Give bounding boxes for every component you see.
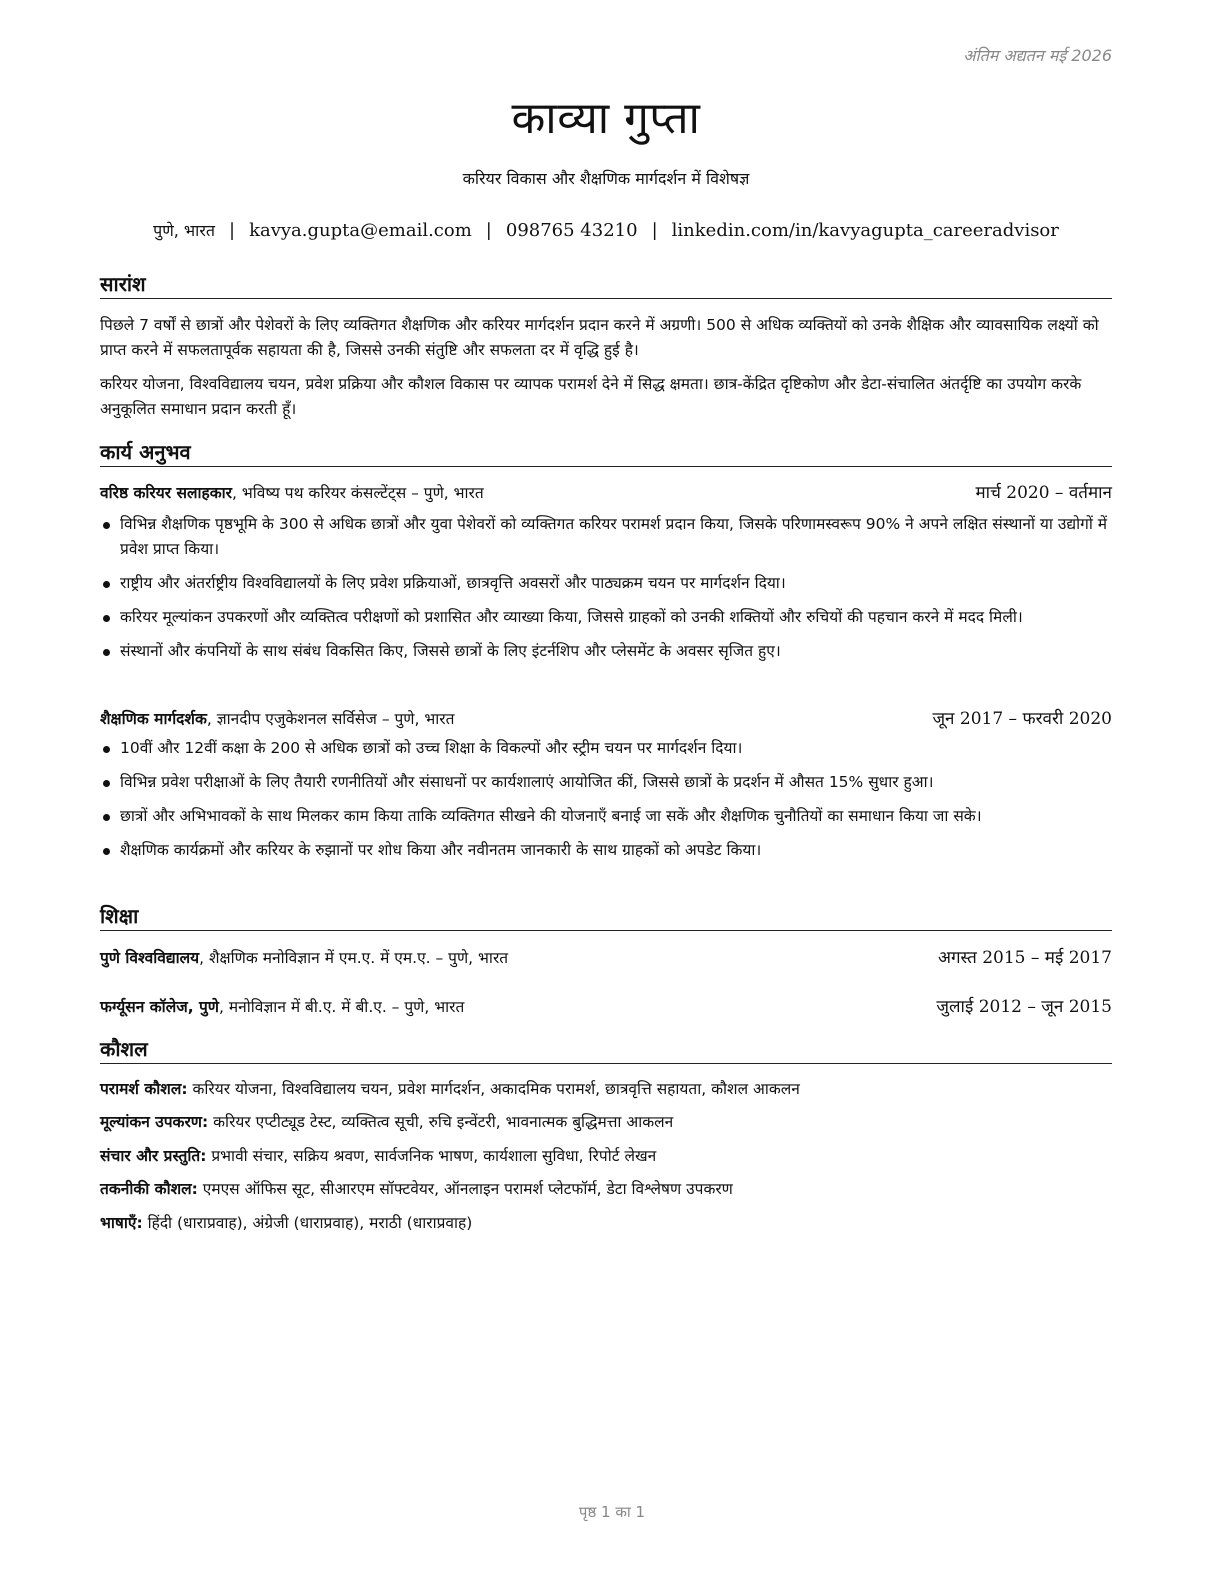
candidate-name: काव्या गुप्ता [511, 93, 701, 144]
contact-line [100, 219, 1112, 241]
contact-separator: | [229, 220, 236, 241]
skill-line [100, 1177, 1112, 1202]
summary-paragraph-2: करियर योजना, विश्वविद्यालय चयन, प्रवेश प्रक्रिया और कौशल विकास पर व्यापक परामर्श देने में सिद्ध क्षमता। छात्र-केंद्रित दृष्टिकोण और डेटा-संचालित अंतर्दृष्टि का उपयोग करके अनुकूलित समाधान प्रदान करती हूँ। [100, 375, 1082, 418]
summary-paragraph-1: पिछले 7 वर्षों से छात्रों और पेशेवरों के लिए व्यक्तिगत शैक्षणिक और करियर मार्गदर्शन प्रदान करने में अग्रणी। 500 से अधिक व्यक्तियों को उनके शैक्षिक और व्यावसायिक लक्ष्यों को प्राप्त करने में सफलतापूर्वक सहायता की है, जिससे उनकी संतुष्टि और सफलता दर में वृद्धि हुई है। [100, 316, 1099, 359]
skill-line [100, 1144, 1112, 1169]
education-entry [100, 994, 1112, 1020]
education-entry [100, 945, 1112, 971]
summary-heading: सारांश [100, 272, 1112, 299]
skill-label: भाषाएँ: [100, 1214, 143, 1232]
job-bullet: 10वीं और 12वीं कक्षा के 200 से अधिक छात्रों को उच्च शिक्षा के विकल्पों और स्ट्रीम चयन पर मार्गदर्शन दिया। [100, 736, 1112, 761]
job-title: वरिष्ठ करियर सलाहकार [100, 484, 232, 502]
skill-label: मूल्यांकन उपकरण: [100, 1113, 209, 1131]
job-org: , भविष्य पथ करियर कंसल्टेंट्स – पुणे, भारत [231, 484, 484, 502]
contact-email[interactable]: kavya.gupta@email.com [249, 220, 472, 241]
skill-value: करियर योजना, विश्वविद्यालय चयन, प्रवेश मार्गदर्शन, अकादमिक परामर्श, छात्रवृत्ति सहायता, कौशल आकलन [187, 1080, 800, 1098]
job-bullet: संस्थानों और कंपनियों के साथ संबंध विकसित किए, जिससे छात्रों के लिए इंटर्नशिप और प्लेसमेंट के अवसर सृजित हुए। [100, 639, 1112, 664]
job-header [100, 706, 1112, 732]
skill-value: एमएस ऑफिस सूट, सीआरएम सॉफ्टवेयर, ऑनलाइन परामर्श प्लेटफॉर्म, डेटा विश्लेषण उपकरण [197, 1180, 733, 1198]
skill-line [100, 1077, 1112, 1102]
job-title: शैक्षणिक मार्गदर्शक [100, 710, 207, 728]
education-detail: , मनोविज्ञान में बी.ए. में बी.ए. – पुणे, भारत [219, 998, 465, 1016]
job-bullet: विभिन्न शैक्षणिक पृष्ठभूमि के 300 से अधिक छात्रों और युवा पेशेवरों को व्यक्तिगत करियर परामर्श प्रदान किया, जिसके परिणामस्वरूप 90% ने अपने लक्षित संस्थानों या उद्योगों में प्रवेश प्राप्त किया। [100, 512, 1112, 562]
contact-phone: 098765 43210 [505, 220, 638, 241]
job-org: , ज्ञानदीप एजुकेशनल सर्विसेज – पुणे, भारत [206, 710, 455, 728]
education-detail: , शैक्षणिक मनोविज्ञान में एम.ए. में एम.ए. – पुणे, भारत [199, 949, 509, 967]
education-dates: अगस्त 2015 – मई 2017 [937, 948, 1112, 968]
skill-line [100, 1211, 1112, 1236]
skills-heading: कौशल [100, 1037, 1112, 1064]
skill-value: हिंदी (धाराप्रवाह), अंग्रेजी (धाराप्रवाह), मराठी (धाराप्रवाह) [142, 1214, 473, 1232]
job-bullet: करियर मूल्यांकन उपकरणों और व्यक्तित्व परीक्षणों को प्रशासित और व्याख्या किया, जिससे ग्राहकों को उनकी शक्तियों और रुचियों की पहचान करने में मदद मिली। [100, 605, 1112, 630]
education-dates: जुलाई 2012 – जून 2015 [936, 997, 1112, 1017]
job-bullet: राष्ट्रीय और अंतर्राष्ट्रीय विश्वविद्यालयों के लिए प्रवेश प्रक्रियाओं, छात्रवृत्ति अवसरों और पाठ्यक्रम चयन पर मार्गदर्शन दिया। [100, 571, 1112, 596]
skill-line [100, 1110, 1112, 1135]
job-dates: मार्च 2020 – वर्तमान [975, 483, 1112, 503]
skill-label: संचार और प्रस्तुति: [100, 1147, 207, 1165]
education-institution: फर्ग्यूसन कॉलेज, पुणे [100, 998, 219, 1016]
job-bullet: विभिन्न प्रवेश परीक्षाओं के लिए तैयारी रणनीतियों और संसाधनों पर कार्यशालाएं आयोजित कीं, जिससे छात्रों के प्रदर्शन में औसत 15% सुधार हुआ। [100, 770, 1112, 795]
skill-label: परामर्श कौशल: [100, 1080, 188, 1098]
skill-label: तकनीकी कौशल: [100, 1180, 198, 1198]
contact-separator: | [485, 220, 492, 241]
skill-value: प्रभावी संचार, सक्रिय श्रवण, सार्वजनिक भाषण, कार्यशाला सुविधा, रिपोर्ट लेखन [206, 1147, 657, 1165]
contact-linkedin[interactable]: linkedin.com/in/kavyagupta_careeradvisor [671, 220, 1059, 241]
tagline: करियर विकास और शैक्षणिक मार्गदर्शन में विशेषज्ञ [462, 169, 750, 188]
job-dates: जून 2017 – फरवरी 2020 [932, 709, 1112, 729]
job-bullet: छात्रों और अभिभावकों के साथ मिलकर काम किया ताकि व्यक्तिगत सीखने की योजनाएँ बनाई जा सकें और शैक्षणिक चुनौतियों का समाधान किया जा सके। [100, 804, 1112, 829]
education-heading: शिक्षा [100, 904, 1112, 931]
experience-heading: कार्य अनुभव [100, 440, 1112, 467]
page-number: पृष्ठ 1 का 1 [578, 1503, 646, 1521]
resume-page [100, 0, 1112, 1584]
skill-value: करियर एप्टीट्यूड टेस्ट, व्यक्तित्व सूची, रुचि इन्वेंटरी, भावनात्मक बुद्धिमत्ता आकलन [208, 1113, 674, 1131]
contact-separator: | [651, 220, 658, 241]
education-institution: पुणे विश्वविद्यालय [100, 949, 200, 967]
last-updated: अंतिम अद्यतन मई 2026 [963, 46, 1112, 65]
job-bullets [100, 736, 1112, 872]
job-bullets [100, 512, 1112, 673]
job-bullet: शैक्षणिक कार्यक्रमों और करियर के रुझानों पर शोध किया और नवीनतम जानकारी के साथ ग्राहकों को अपडेट किया। [100, 838, 1112, 863]
job-header [100, 480, 1112, 506]
contact-location: पुणे, भारत [153, 221, 215, 240]
